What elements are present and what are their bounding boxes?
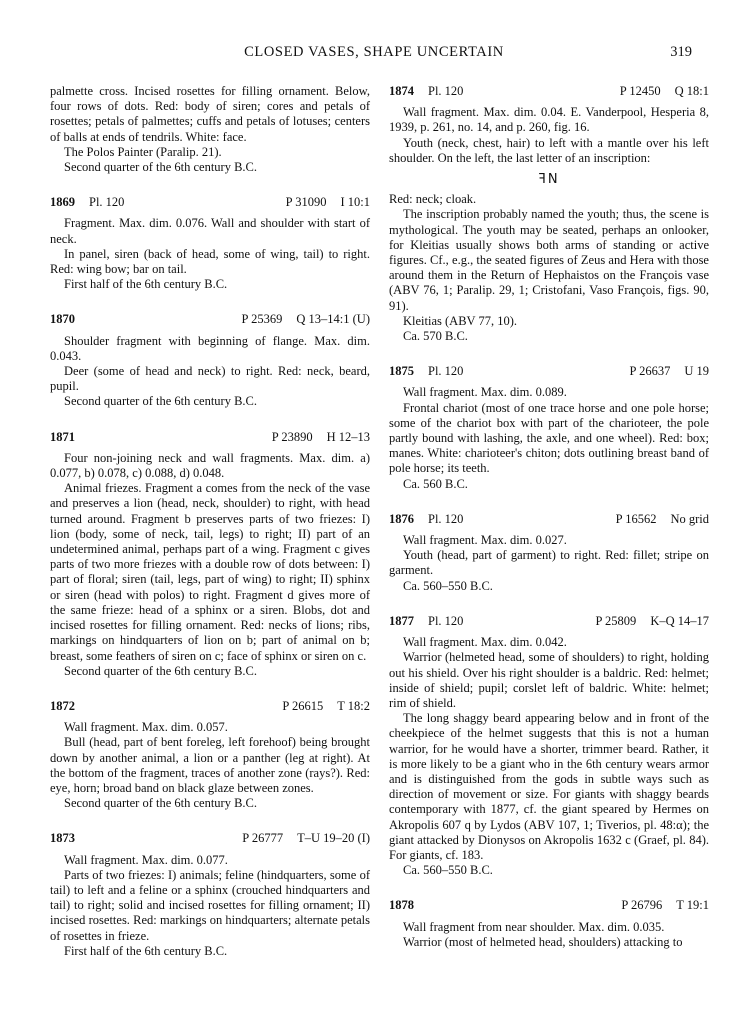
inventory-number: P 12450 [619,84,661,98]
grid-ref: Q 18:1 [674,84,709,98]
entry-text: Shoulder fragment with beginning of flange. Max. dim. 0.043. [50,333,370,363]
entry-text: Wall fragment. Max. dim. 0.027. [403,533,567,548]
page-number: 319 [670,44,692,60]
entry-text: Youth (neck, chest, hair) to left with a mantle over his left shoulder. On the left, the last letter of an inscription: [389,135,709,165]
grid-ref: No grid [670,511,709,526]
entry-text: Wall fragment. Max. dim. 0.077. [64,852,228,867]
grid-ref: I 10:1 [340,195,370,210]
inventory-number: P 26615 [282,698,324,713]
running-head: CLOSED VASES, SHAPE UNCERTAIN [244,44,504,60]
inventory-number: P 16562 [615,511,657,526]
page-header [0,44,748,66]
catalogue-number: 1869 [50,195,75,210]
catalogue-number: 1877 [389,613,414,628]
entry-text: Parts of two friezes: I) animals; feline (hindquarters, some of tail) to left and a feline or a sphinx (crouched hindquarters and tail) to right; solid and incised rosettes for filling ornament; II) incised rosettes. Red: markings on hindquarters; alternate petals of rosettes in frieze. [50,867,370,943]
left-column [50,84,370,959]
grid-ref: K–Q 14–17 [650,613,709,628]
entry-text: Wall fragment. Max. dim. 0.04. E. Vanderpool, Hesperia 8, 1939, p. 261, no. 14, and p. 260, fig. 16. [389,105,709,135]
entry-text: Warrior (helmeted head, some of shoulders) to right, holding out his shield. Over his right shoulder is a baldric. Red: helmet; inside of shield; pupil; corslet left of baldric. White: helmet; rim of shield. [389,650,709,710]
plate-ref: Pl. 120 [428,364,464,379]
plate-ref: Pl. 120 [428,84,464,98]
entry-text: Fragment. Max. dim. 0.076. Wall and shoulder with start of neck. [50,216,370,246]
entry-text: Wall fragment. Max. dim. 0.042. [403,635,567,650]
grid-ref: Q 13–14:1 (U) [296,312,370,327]
entry-heading [50,831,370,846]
entry-1873 [50,831,370,959]
plate-ref [89,699,282,714]
entry-heading [389,898,709,913]
entry-text: Bull (head, part of bent foreleg, left forehoof) being brought down by another animal, a lion or a panther (leg at right). At the bottom of the fragment, traces of another zone (rays?). Red: eye, horn; broad band on black glaze between zones. [50,735,370,795]
grid-ref: H 12–13 [326,429,370,444]
entry-1874 [389,84,709,344]
entry-text: Wall fragment. Max. dim. 0.089. [403,385,567,400]
attribution: Kleitias (ABV 77, 10). [403,313,517,328]
entry-text: Animal friezes. Fragment a comes from the neck of the vase and preserves a lion (head, neck, shoulder) to right, with head turned around. Fragment b preserves parts of two friezes: I) lion (body, some of neck, tail, legs) to right; II) part of an undetermined animal, perhaps part of a wing. Fragment c gives parts of two more friezes with a double row of dots between: I) part of floral; siren (tail, legs, part of wing) to right; II) sphinx or siren (head with polos) to right. Fragment d gives more of the same frieze: head of a sphinx or a siren. Blobs, dot and incised rosettes for filling ornament. Red: necks of lions; ribs, markings on hindquarters of lion on b; part of animal on b; breast, some feathers of siren on c; face of sphinx or siren on c. [50,481,370,663]
date-line: Second quarter of the 6th century B.C. [64,394,258,409]
plate-ref [428,898,621,913]
inventory-number: P 31090 [285,195,327,210]
plate-ref: Pl. 120 [428,613,464,628]
date-line: First half of the 6th century B.C. [64,943,228,958]
catalogue-number: 1872 [50,698,75,713]
date-line: Second quarter of the 6th century B.C. [64,663,258,678]
date-line: Ca. 560 B.C. [403,476,468,491]
plate-ref [89,312,242,327]
entry-heading [389,84,709,99]
entry-text: Red: neck; cloak. [389,192,477,207]
plate-ref [89,430,272,445]
entry-text: Warrior (most of helmeted head, shoulders) attacking to [403,934,683,949]
catalogue-number: 1876 [389,511,414,526]
catalogue-number: 1871 [50,429,75,444]
inscription: ꟻN [538,172,560,188]
plate-ref: Pl. 120 [428,511,464,526]
entry-heading [50,430,370,445]
entry-text: Wall fragment. Max. dim. 0.057. [64,720,228,735]
plate-ref [89,831,242,846]
catalogue-number: 1870 [50,312,75,327]
grid-ref: T 19:1 [676,898,709,913]
entry-heading [50,699,370,714]
date-line: Ca. 560–550 B.C. [403,863,493,878]
entry-heading [389,614,709,629]
date-line: First half of the 6th century B.C. [64,277,228,292]
entry-1871 [50,430,370,679]
grid-ref: T–U 19–20 (I) [297,831,370,846]
entry-text: In panel, siren (back of head, some of wing, tail) to right. Red: wing bow; bar on tail. [50,246,370,277]
entry-text: The inscription probably named the youth; thus, the scene is mythological. The youth may be seated, perhaps an onlooker, for Kleitias usually shows both arms of standing or active figures. Cf., e.g., the seated figures of Zeus and Hera with those around them in the Return of Hephaistos on the François vase (ABV 76, 1; Paralip. 29, 1; Cristofani, Vaso François, figs. 90, 91). [389,207,709,313]
catalogue-number: 1875 [389,364,414,379]
inventory-number: P 26777 [242,831,284,846]
catalogue-number: 1874 [389,84,414,98]
entry-text: Deer (some of head and neck) to right. Red: neck, beard, pupil. [50,364,370,394]
inventory-number: P 23890 [271,429,313,444]
catalogue-number: 1878 [389,898,414,913]
date-line: Second quarter of the 6th century B.C. [64,796,258,811]
catalogue-number: 1873 [50,831,75,846]
inventory-number: P 25809 [595,613,637,628]
entry-heading [50,312,370,327]
entry-heading [389,512,709,527]
inventory-number: P 25369 [241,312,283,327]
date-line: Ca. 570 B.C. [403,329,468,344]
date-line: Ca. 560–550 B.C. [403,578,493,593]
plate-ref: Pl. 120 [89,195,125,210]
entry-1869 [50,195,370,292]
entry-1877 [389,614,709,878]
grid-ref: T 18:2 [337,698,370,713]
entry-1878 [389,898,709,950]
grid-ref: U 19 [684,364,709,379]
entry-1875 [389,364,709,492]
entry-heading [50,195,370,210]
entry-heading [389,364,709,379]
entry-text: The long shaggy beard appearing below and in front of the cheekpiece of the helmet suggests that this is not a human warrior, for he would have a shorter, trimmer beard. Rather, it is more likely to be a giant who in the 6th century wears armor and is distinguished from the gods in subtle ways such as direction of movement or size. For giants with shaggy beards contemporary with 1877, cf. the giant speared by Hermes on Akropolis 607 q by Lydos (ABV 107, 1; Tiverios, pl. 48:α); the giant attacked by Dionysos on Akropolis 1632 c (Graef, pl. 84). For giants, cf. 183. [389,711,709,862]
inventory-number: P 26796 [621,898,663,913]
attribution: The Polos Painter (Paralip. 21). [64,144,222,159]
entry-text: Four non-joining neck and wall fragments. Max. dim. a) 0.077, b) 0.078, c) 0.088, d) 0.048. [50,450,370,481]
entry-text: palmette cross. Incised rosettes for filling ornament. Below, four rows of dots. Red: body of siren; cores and petals of rosettes; petals of palmettes; cuffs and petals of lotuses; centers of balls at ends of tendrils. White: face. [50,84,370,144]
entry-continued [50,84,370,175]
entry-1870 [50,312,370,409]
entry-text: Youth (head, part of garment) to right. Red: fillet; stripe on garment. [389,548,709,578]
entry-text: Frontal chariot (most of one trace horse and one pole horse; some of the chariot box with part of the charioteer, the pole partly bound with lashing, the axle, and one wheel). Red: box; manes. White: charioteer's chiton; dots outlining breast band of pole horse; its teeth. [389,400,709,476]
right-column [389,84,709,950]
date-line: Second quarter of the 6th century B.C. [64,160,258,175]
inventory-number: P 26637 [629,364,671,379]
entry-text: Wall fragment from near shoulder. Max. dim. 0.035. [403,919,665,934]
entry-1872 [50,699,370,811]
entry-1876 [389,512,709,594]
